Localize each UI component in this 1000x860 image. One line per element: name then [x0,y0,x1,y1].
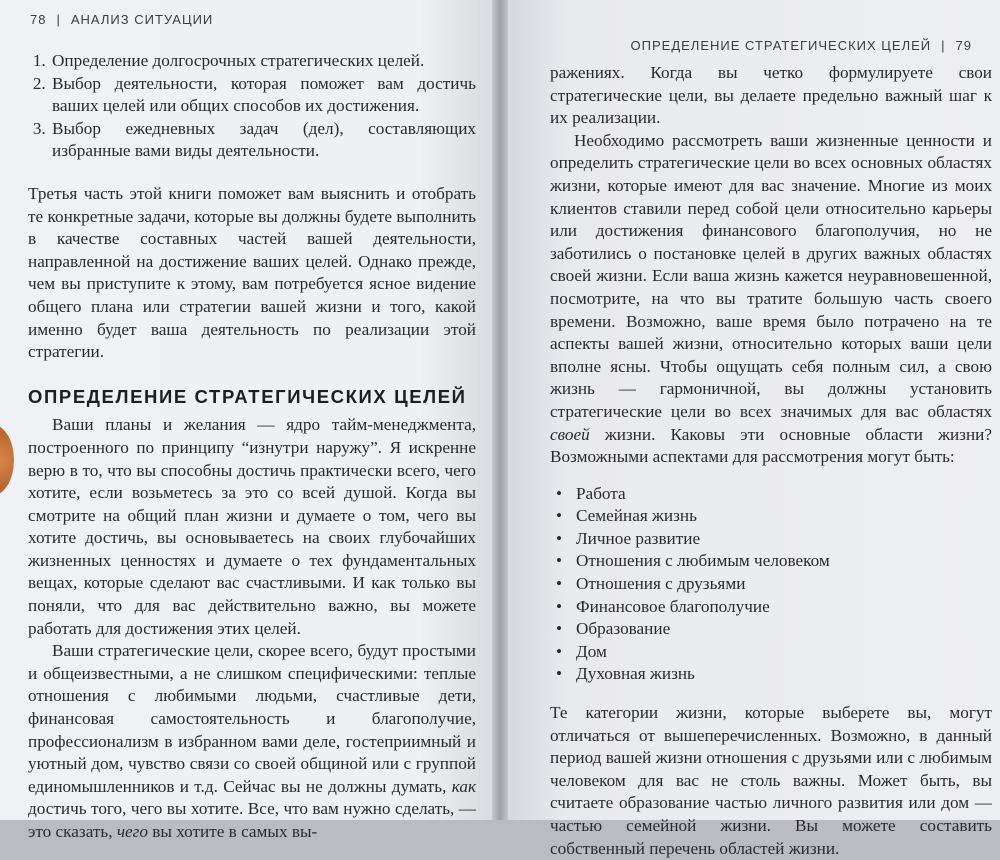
italic-run: своей [550,424,590,444]
list-item: • Отношения с любимым человеком [576,550,992,573]
list-item: • Отношения с друзьями [576,573,992,596]
book-gutter [492,0,508,820]
left-running-head-title: АНАЛИЗ СИТУАЦИИ [70,12,214,27]
italic-run: как [451,776,476,796]
list-item: 2. Выбор деятельности, которая поможет вам достичь ваших целей или общих способов их достижения. [50,73,476,118]
paragraph-third-part: Третья часть этой книги поможет вам выяснить и отобрать те конкретные задачи, которые вы должны будете выполнить в качестве составных частей вашей деятельности, направленной на достижение ваших целей. Однако прежде, чем вы приступите к этому, вам потребуется ясное видение общего плана или стратегии вашей жизни и того, какой именно будет ваша деятельность по реализации этой стратегии. [28,183,476,362]
left-running-head [30,12,213,27]
list-item: • Дом [576,641,992,664]
section-heading: ОПРЕДЕЛЕНИЕ СТРАТЕГИЧЕСКИХ ЦЕЛЕЙ [28,385,467,407]
list-item: • Личное развитие [576,528,992,551]
list-item: 3. Выбор ежедневных задач (дел), составляющих избранные вами виды деятельности. [50,118,476,163]
list-item: • Образование [576,618,992,641]
text-run: вы хотите в самых вы- [147,822,318,841]
italic-run: о [822,288,832,308]
list-item: 1. Определение долгосрочных стратегических целей. [50,50,476,73]
text-run: льшую часть своего времени. Возможно, ваше время было потрачено на те аспекты вашей жизни, относительно которых ваши цели вполне ясны. Чтобы ощущать себя полным сил, а свою жизнь — гармоничной, вы должны установить стратегические цели во всех значимых для вас областях [550,288,992,421]
list-item: • Духовная жизнь [576,663,992,686]
paragraph-plans: Ваши планы и желания — ядро тайм-менеджмента, построенного по принципу “изнутри наружу”. Я искренне верю в то, что вы способны достичь практически всего, чего хотите, если возьметесь за это со всей душой. Когда вы смотрите на общий план жизни и думаете о том, чего вы хотите достичь, вы основываетесь на своих глубочайших жизненных ценностях и думаете о тех фундаментальных вещах, которые сделают вас счастливыми. И как только вы поняли, что для вас действительно важно, вы можете работать для достижения этих целей. [28,415,476,638]
text-run: жизни. Каковы эти основные области жизни? Возможными аспектами для рассмотрения могут быть: [550,424,992,467]
header-separator: | [56,12,61,27]
list-item: • Семейная жизнь [576,505,992,528]
right-page-number: 79 [955,38,972,53]
header-separator: | [941,38,946,53]
thumb-finger [0,425,14,495]
paragraph-goals [28,640,476,843]
right-body [550,62,992,860]
paragraph-values [550,130,992,469]
left-body [28,50,476,844]
left-page [0,0,492,841]
text-run: достичь того, чего вы хотите. Все, что вам нужно сделать, — это сказать, [28,799,476,841]
text-run: Необходимо рассмотреть ваши жизненные ценности и определить стратегические цели во всех основных областях жизни, которые имеют для вас значение. Многие из моих клиентов ставили перед собой цели относительно карьеры или достижения финансового благополучия, но не заботились о постановке целей в других важных областях своей жизни. Если ваша жизнь кажется неуравновешенной, посмотрите, на что вы тратите б [550,130,992,308]
life-areas-list [550,483,992,686]
right-page [508,0,1000,858]
steps-list [28,50,476,163]
paragraph-categories: Те категории жизни, которые выберете вы, могут отличаться от вышеперечисленных. Возможно, в данный период вашей жизни отношения с друзьями или с любимым человеком для вас не столь важны. Может быть, вы считаете образование частью личного развития или дом — частью семейной жизни. Вы можете составить собственный перечень областей жизни. [550,703,992,858]
right-running-head-title: ОПРЕДЕЛЕНИЕ СТРАТЕГИЧЕСКИХ ЦЕЛЕЙ [630,38,932,53]
right-running-head [631,38,972,53]
text-run: Ваши стратегические цели, скорее всего, будут простыми и общеизвестными, а не слишком специфическими: теплые отношения с любимыми людьми, счастливые дети, финансовая самостоятельность и благополучие, профессионализм в избранном вами деле, гостеприимный и уютный дом, чувство связи со своей общиной или с группой единомышленников и т.д. Сейчас вы не должны думать, [28,641,476,796]
paragraph-continuation: ражениях. Когда вы четко формулируете свои стратегические цели, вы делаете предельно важный шаг к их реализации. [550,63,992,128]
italic-run: чего [116,822,148,841]
left-page-number: 78 [30,12,47,27]
list-item: • Работа [576,483,992,506]
list-item: • Финансовое благополучие [576,596,992,619]
